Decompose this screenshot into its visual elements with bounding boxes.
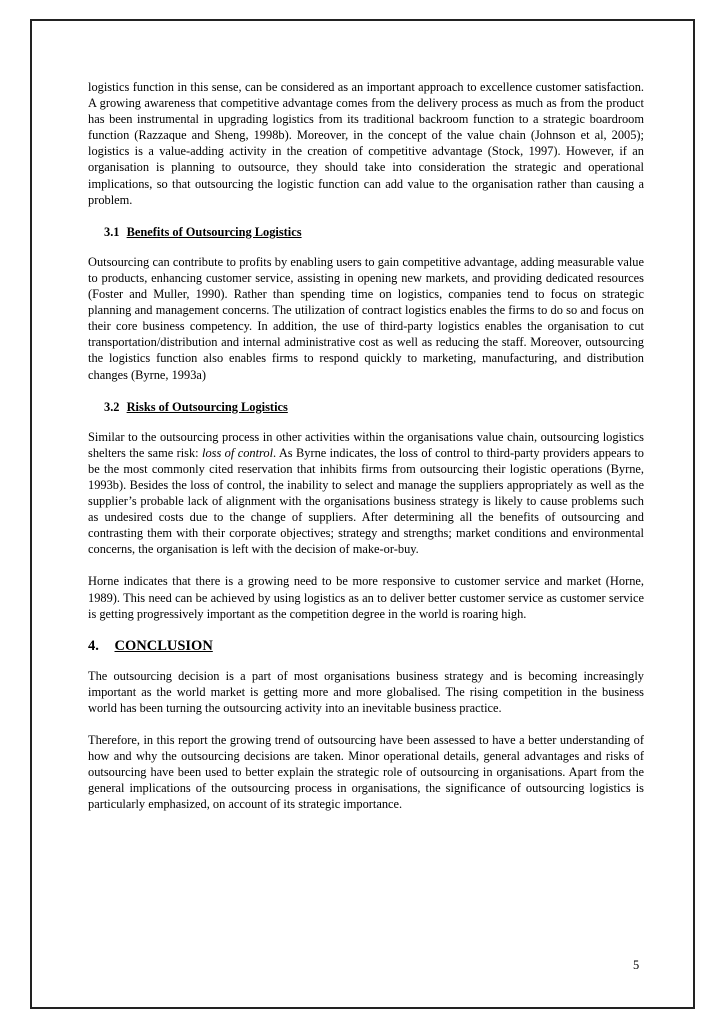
section-heading-benefits	[104, 224, 644, 240]
section-heading-risks	[104, 399, 644, 415]
risks-text-end: . As Byrne indicates, the loss of control to third-party providers appears to be the most commonly cited reservation that inhibits firms from outsourcing their logistic operations (Byrne, 1993b). Besides the loss of control, the inability to select and manage the suppliers appropriately as well as the supplier’s probable lack of alignment with the organisations business strategy is likely to cause problems such as undesired costs due to the change of suppliers. After determining all the benefits of outsourcing and contrasting them with their corporate objectives; strategy and strengths; market conditions and environmental concerns, the organisation is left with the decision of make-or-buy.	[88, 445, 644, 557]
paragraph-customer-service: Horne indicates that there is a growing need to be more responsive to customer service and market (Horne, 1989). This need can be achieved by using logistics as an to deliver better customer service as customer service is getting progressively important as the competition degree in the world is roaring high.	[88, 574, 644, 621]
section-number: 4.	[88, 637, 99, 654]
paragraph-logistics-intro: logistics function in this sense, can be considered as an important approach to excellence customer satisfaction. A growing awareness that competitive advantage comes from the delivery process as much as from the product has been instrumental in upgrading logistics from its traditional backroom function to a strategic boardroom function (Razzaque and Sheng, 1998b). Moreover, in the concept of the value chain (Johnson et al, 2005); logistics is a value-adding activity in the creation of competitive advantage (Stock, 1997). However, if an organisation is planning to outsource, they should take into consideration the strategic and operational implications, so that outsourcing the logistic function can add value to the organisation rather than causing a problem.	[88, 80, 644, 207]
section-heading-conclusion	[88, 638, 644, 654]
section-title: Risks of Outsourcing Logistics	[126, 399, 288, 414]
document-body	[88, 79, 644, 829]
risks-text-start: Similar to the outsourcing process in other activities within the organisations value chain, outsourcing logistics shelters the same risk:	[88, 429, 644, 460]
paragraph-conclusion-2: Therefore, in this report the growing trend of outsourcing have been assessed to have a better understanding of how and why the outsourcing decisions are taken. Minor operational details, general advantages and risks of outsourcing have been used to better explain the strategic role of outsourcing in organisations. Apart from the general implications of the outsourcing process in organisations, the significance of outsourcing logistics is particularly emphasized, on account of its strategic importance.	[88, 733, 644, 812]
section-title: Benefits of Outsourcing Logistics	[126, 224, 302, 239]
paragraph-benefits: Outsourcing can contribute to profits by enabling users to gain competitive advantage, adding measurable value to products, enhancing customer service, assisting in opening new markets, and providing dedicated resources (Foster and Muller, 1990). Rather than spending time on logistics, companies tend to focus on strategic planning and management concerns. The utilization of contract logistics enables the firms to do so and focus on their core business competency. In addition, the use of third-party logistics enables the organisation to cut transportation/distribution and internal administrative cost as well as reducing the staff. Moreover, outsourcing the logistics function also enables firms to respond quickly to marketing, manufacturing, and distribution changes (Byrne, 1993a)	[88, 254, 644, 382]
section-number: 3.2	[104, 399, 120, 414]
paragraph-conclusion-1: The outsourcing decision is a part of most organisations business strategy and is becoming increasingly important as the world market is getting more and more globalised. The rising competition in the business world has been turning the outsourcing activity into an inevitable business practice.	[88, 668, 644, 715]
section-number: 3.1	[104, 224, 120, 239]
risks-text-emphasis: loss of control	[202, 445, 274, 460]
paragraph-risks	[88, 429, 644, 558]
section-title: CONCLUSION	[114, 637, 213, 654]
page-number: 5	[633, 958, 640, 972]
